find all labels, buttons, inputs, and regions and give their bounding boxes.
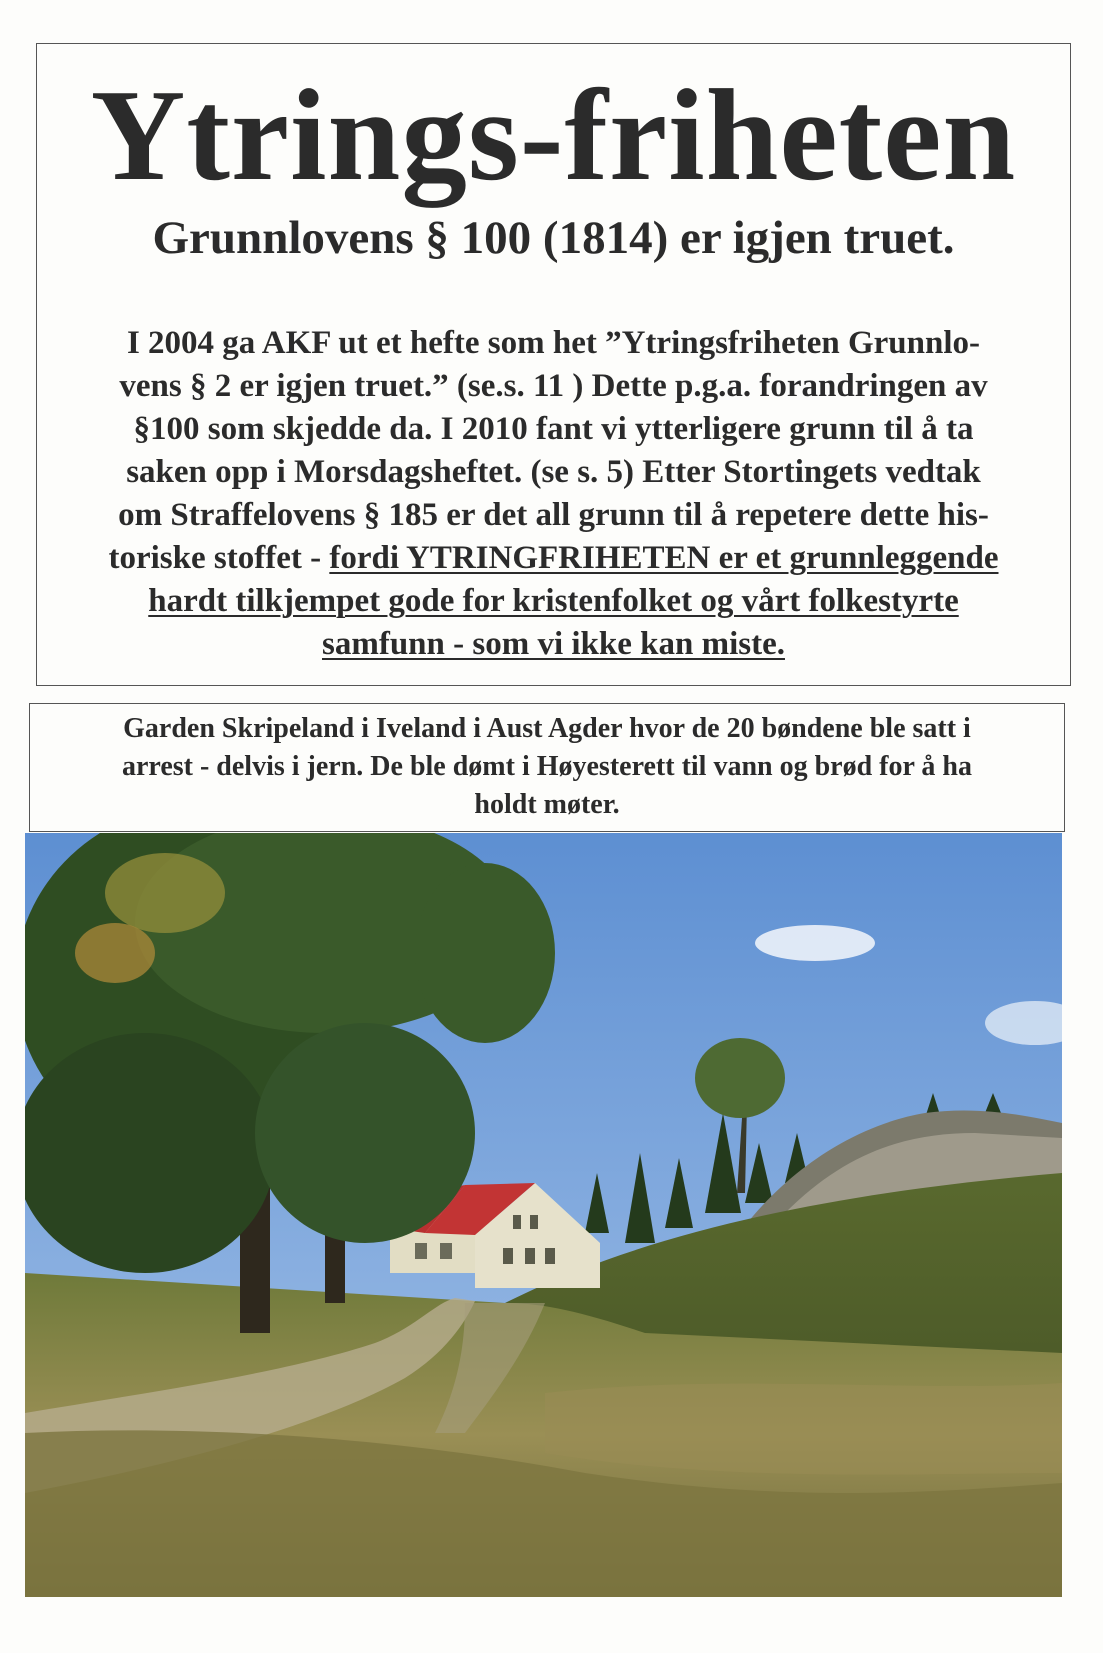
caption-line: Garden Skripeland i Iveland i Aust Agder hvor de 20 bøndene ble satt i [123,713,971,744]
farm-photo [25,833,1062,1597]
cloud [755,925,875,961]
caption-line: holdt møter. [474,789,620,820]
page-subtitle: Grunnlovens § 100 (1814) er igjen truet. [152,212,955,264]
headline-box [36,43,1071,686]
intro-line: I 2004 ga AKF ut et hefte som het ”Ytringsfriheten Grunnlo- [126,325,981,361]
intro-emphasis: hardt tilkjempet gode for kristenfolket og vårt folkestyrte [148,583,959,619]
intro-line: vens § 2 er igjen truet.” (se.s. 11 ) Dette p.g.a. forandringen av [119,368,988,404]
caption-line: arrest - delvis i jern. De ble dømt i Høyesterett til vann og brød for å ha [121,751,972,782]
intro-line: om Straffelovens § 185 er det all grunn til å repetere dette his- [118,497,989,533]
intro-line: saken opp i Morsdagsheftet. (se s. 5) Etter Stortingets vedtak [126,454,981,490]
photo-caption [29,703,1065,832]
lone-tree-crown [695,1038,785,1118]
intro-line [41,623,1066,666]
intro-emphasis: samfunn - som vi ikke kan miste. [322,626,785,662]
intro-paragraph [41,322,1066,666]
intro-emphasis: fordi YTRINGFRIHETEN er et grunnleggende [329,540,999,576]
intro-line [41,580,1066,623]
page-title: Ytrings-friheten [90,63,1017,208]
intro-line-plain: toriske stoffet - [108,540,330,576]
intro-line [41,537,1066,580]
intro-line: §100 som skjedde da. I 2010 fant vi ytterligere grunn til å ta [133,411,974,447]
